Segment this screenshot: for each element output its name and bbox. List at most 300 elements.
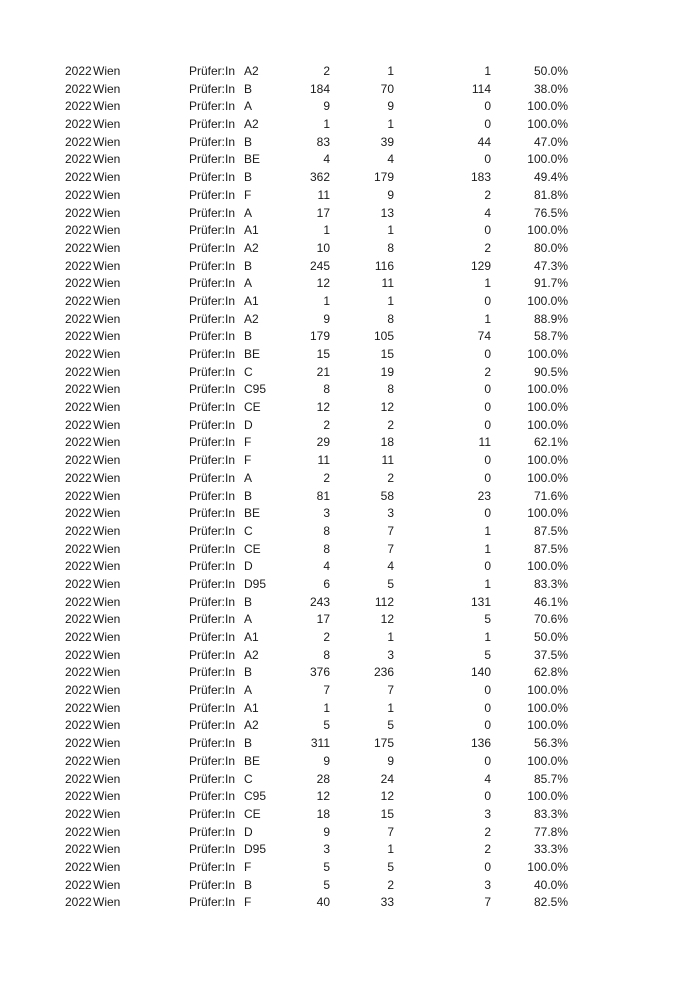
cell-role: Prüfer:In <box>189 435 236 450</box>
cell-role: Prüfer:In <box>189 311 236 326</box>
cell-pass-rate: 100.0% <box>527 859 568 874</box>
cell-total: 7 <box>323 683 330 698</box>
cell-passed: 4 <box>387 152 394 167</box>
cell-total: 11 <box>317 187 330 202</box>
cell-license-class: D <box>244 559 253 574</box>
cell-year: 2022 <box>65 64 92 78</box>
cell-license-class: F <box>244 453 252 468</box>
cell-failed: 3 <box>484 877 491 892</box>
cell-failed: 140 <box>470 665 491 680</box>
cell-city: Wien <box>93 400 121 415</box>
cell-year: 2022 <box>65 859 92 874</box>
cell-license-class: A1 <box>244 700 259 715</box>
cell-passed: 2 <box>387 877 394 892</box>
cell-license-class: A1 <box>244 223 259 238</box>
cell-passed: 33 <box>380 895 394 910</box>
cell-failed: 0 <box>484 223 491 238</box>
table-row <box>0 205 700 223</box>
cell-total: 9 <box>323 824 330 839</box>
cell-year: 2022 <box>65 824 92 839</box>
cell-city: Wien <box>93 753 121 768</box>
cell-passed: 1 <box>387 223 394 238</box>
table-row <box>0 293 700 311</box>
cell-total: 376 <box>309 665 330 680</box>
table-row <box>0 187 700 205</box>
cell-failed: 1 <box>484 64 491 78</box>
cell-passed: 7 <box>387 683 394 698</box>
cell-failed: 0 <box>484 700 491 715</box>
table-row <box>0 116 700 134</box>
cell-passed: 7 <box>387 824 394 839</box>
cell-year: 2022 <box>65 612 92 627</box>
cell-license-class: A1 <box>244 630 259 644</box>
cell-year: 2022 <box>65 400 92 415</box>
cell-city: Wien <box>93 205 121 220</box>
cell-city: Wien <box>93 329 121 344</box>
cell-total: 5 <box>323 877 330 892</box>
cell-year: 2022 <box>65 523 92 538</box>
cell-license-class: B <box>244 488 253 503</box>
cell-license-class: B <box>244 877 253 892</box>
cell-failed: 2 <box>484 364 491 379</box>
cell-failed: 2 <box>484 824 491 839</box>
cell-passed: 13 <box>380 205 394 220</box>
cell-license-class: C95 <box>244 382 267 397</box>
cell-pass-rate: 100.0% <box>527 559 568 574</box>
cell-role: Prüfer:In <box>189 347 236 361</box>
cell-license-class: A1 <box>244 293 259 308</box>
cell-passed: 15 <box>380 347 394 361</box>
cell-city: Wien <box>93 134 121 149</box>
cell-license-class: C95 <box>244 789 267 804</box>
cell-role: Prüfer:In <box>189 152 236 167</box>
cell-city: Wien <box>93 630 121 644</box>
cell-pass-rate: 56.3% <box>533 736 568 751</box>
cell-pass-rate: 47.0% <box>533 134 568 149</box>
table-row <box>0 134 700 152</box>
cell-license-class: B <box>244 665 253 680</box>
cell-pass-rate: 100.0% <box>527 152 568 167</box>
data-table <box>0 63 700 912</box>
cell-license-class: F <box>244 859 252 874</box>
cell-pass-rate: 100.0% <box>527 347 568 361</box>
cell-pass-rate: 85.7% <box>533 771 568 786</box>
cell-pass-rate: 40.0% <box>533 877 568 892</box>
cell-total: 8 <box>323 382 330 397</box>
cell-year: 2022 <box>65 559 92 574</box>
table-row <box>0 541 700 559</box>
cell-pass-rate: 100.0% <box>527 453 568 468</box>
cell-year: 2022 <box>65 576 92 591</box>
cell-passed: 24 <box>380 771 394 786</box>
cell-total: 6 <box>323 576 330 591</box>
cell-year: 2022 <box>65 753 92 768</box>
cell-total: 21 <box>316 364 330 379</box>
cell-role: Prüfer:In <box>189 400 236 415</box>
cell-role: Prüfer:In <box>189 64 236 78</box>
table-row <box>0 859 700 877</box>
cell-city: Wien <box>93 877 121 892</box>
cell-passed: 179 <box>373 170 394 185</box>
cell-total: 40 <box>316 895 330 910</box>
cell-total: 4 <box>323 152 330 167</box>
cell-year: 2022 <box>65 683 92 698</box>
cell-license-class: D <box>244 824 253 839</box>
cell-passed: 7 <box>387 541 394 556</box>
cell-pass-rate: 100.0% <box>527 99 568 114</box>
cell-city: Wien <box>93 523 121 538</box>
cell-failed: 136 <box>470 736 491 751</box>
cell-passed: 1 <box>387 64 394 78</box>
cell-year: 2022 <box>65 311 92 326</box>
cell-year: 2022 <box>65 417 92 432</box>
cell-city: Wien <box>93 170 121 185</box>
table-row <box>0 523 700 541</box>
cell-role: Prüfer:In <box>189 700 236 715</box>
cell-role: Prüfer:In <box>189 187 236 202</box>
cell-role: Prüfer:In <box>189 559 236 574</box>
cell-license-class: A2 <box>244 240 259 255</box>
table-row <box>0 381 700 399</box>
cell-city: Wien <box>93 187 121 202</box>
cell-passed: 8 <box>387 311 394 326</box>
cell-total: 4 <box>323 559 330 574</box>
cell-failed: 0 <box>484 753 491 768</box>
table-row <box>0 328 700 346</box>
cell-year: 2022 <box>65 877 92 892</box>
cell-total: 17 <box>316 612 330 627</box>
cell-role: Prüfer:In <box>189 205 236 220</box>
table-row <box>0 806 700 824</box>
cell-failed: 0 <box>484 382 491 397</box>
cell-failed: 0 <box>484 117 491 132</box>
cell-license-class: B <box>244 170 253 185</box>
cell-role: Prüfer:In <box>189 647 236 662</box>
table-row <box>0 275 700 293</box>
cell-city: Wien <box>93 64 121 78</box>
cell-pass-rate: 46.1% <box>533 594 568 609</box>
cell-failed: 11 <box>478 435 491 450</box>
cell-year: 2022 <box>65 842 92 857</box>
cell-total: 2 <box>323 417 330 432</box>
cell-failed: 74 <box>477 329 491 344</box>
cell-passed: 236 <box>373 665 394 680</box>
cell-pass-rate: 70.6% <box>533 612 568 627</box>
table-row <box>0 717 700 735</box>
cell-role: Prüfer:In <box>189 382 236 397</box>
cell-pass-rate: 82.5% <box>533 895 568 910</box>
cell-total: 12 <box>316 276 330 291</box>
cell-failed: 0 <box>484 453 491 468</box>
cell-failed: 1 <box>484 276 491 291</box>
cell-license-class: A <box>244 205 253 220</box>
cell-city: Wien <box>93 576 121 591</box>
cell-license-class: B <box>244 594 253 609</box>
cell-passed: 116 <box>374 258 394 273</box>
cell-pass-rate: 80.0% <box>533 240 568 255</box>
cell-city: Wien <box>93 771 121 786</box>
cell-year: 2022 <box>65 347 92 361</box>
cell-role: Prüfer:In <box>189 81 236 96</box>
cell-city: Wien <box>93 364 121 379</box>
cell-failed: 1 <box>484 523 491 538</box>
cell-license-class: A2 <box>244 718 259 733</box>
cell-failed: 4 <box>484 205 491 220</box>
cell-pass-rate: 47.3% <box>533 258 568 273</box>
cell-year: 2022 <box>65 665 92 680</box>
cell-license-class: CE <box>244 400 261 415</box>
cell-failed: 7 <box>484 895 491 910</box>
cell-year: 2022 <box>65 170 92 185</box>
cell-pass-rate: 88.9% <box>533 311 568 326</box>
cell-year: 2022 <box>65 382 92 397</box>
cell-year: 2022 <box>65 630 92 644</box>
cell-passed: 9 <box>387 753 394 768</box>
table-row <box>0 346 700 364</box>
cell-pass-rate: 100.0% <box>527 293 568 308</box>
cell-year: 2022 <box>65 771 92 786</box>
cell-failed: 4 <box>484 771 491 786</box>
table-row <box>0 594 700 612</box>
cell-passed: 12 <box>380 789 394 804</box>
table-row <box>0 894 700 912</box>
cell-year: 2022 <box>65 435 92 450</box>
table-row <box>0 81 700 99</box>
cell-year: 2022 <box>65 117 92 132</box>
cell-role: Prüfer:In <box>189 877 236 892</box>
cell-failed: 23 <box>477 488 491 503</box>
cell-license-class: CE <box>244 806 261 821</box>
cell-city: Wien <box>93 99 121 114</box>
table-row <box>0 841 700 859</box>
cell-total: 2 <box>323 64 330 78</box>
cell-role: Prüfer:In <box>189 134 236 149</box>
cell-passed: 1 <box>387 630 394 644</box>
cell-passed: 2 <box>387 470 394 485</box>
cell-pass-rate: 91.7% <box>533 276 568 291</box>
table-row <box>0 169 700 187</box>
cell-passed: 1 <box>387 117 394 132</box>
cell-total: 18 <box>316 806 330 821</box>
cell-city: Wien <box>93 276 121 291</box>
cell-license-class: B <box>244 329 253 344</box>
cell-city: Wien <box>93 347 121 361</box>
cell-year: 2022 <box>65 718 92 733</box>
cell-city: Wien <box>93 488 121 503</box>
cell-city: Wien <box>93 240 121 255</box>
cell-city: Wien <box>93 612 121 627</box>
cell-failed: 183 <box>470 170 491 185</box>
cell-passed: 175 <box>373 736 394 751</box>
cell-pass-rate: 87.5% <box>533 541 568 556</box>
cell-pass-rate: 100.0% <box>527 789 568 804</box>
cell-total: 362 <box>309 170 330 185</box>
cell-year: 2022 <box>65 258 92 273</box>
table-row <box>0 877 700 895</box>
cell-failed: 0 <box>484 99 491 114</box>
cell-failed: 0 <box>484 559 491 574</box>
cell-city: Wien <box>93 453 121 468</box>
table-row <box>0 364 700 382</box>
cell-year: 2022 <box>65 329 92 344</box>
cell-passed: 3 <box>387 647 394 662</box>
cell-role: Prüfer:In <box>189 417 236 432</box>
cell-city: Wien <box>93 859 121 874</box>
cell-failed: 0 <box>484 683 491 698</box>
cell-role: Prüfer:In <box>189 842 236 857</box>
cell-year: 2022 <box>65 81 92 96</box>
cell-pass-rate: 100.0% <box>527 382 568 397</box>
cell-total: 1 <box>323 700 330 715</box>
cell-year: 2022 <box>65 895 92 910</box>
table-row <box>0 558 700 576</box>
cell-role: Prüfer:In <box>189 470 236 485</box>
cell-city: Wien <box>93 81 121 96</box>
cell-year: 2022 <box>65 488 92 503</box>
cell-total: 2 <box>323 630 330 644</box>
cell-role: Prüfer:In <box>189 895 236 910</box>
cell-license-class: A <box>244 612 253 627</box>
table-row <box>0 151 700 169</box>
cell-total: 1 <box>323 293 330 308</box>
cell-license-class: D <box>244 417 253 432</box>
cell-year: 2022 <box>65 364 92 379</box>
cell-pass-rate: 71.6% <box>533 488 568 503</box>
cell-failed: 131 <box>470 594 491 609</box>
cell-city: Wien <box>93 506 121 521</box>
cell-city: Wien <box>93 718 121 733</box>
cell-role: Prüfer:In <box>189 612 236 627</box>
cell-total: 311 <box>310 736 330 751</box>
cell-total: 10 <box>316 240 330 255</box>
cell-year: 2022 <box>65 240 92 255</box>
cell-license-class: B <box>244 736 253 751</box>
cell-role: Prüfer:In <box>189 99 236 114</box>
cell-failed: 2 <box>484 240 491 255</box>
cell-passed: 9 <box>387 187 394 202</box>
cell-year: 2022 <box>65 276 92 291</box>
cell-role: Prüfer:In <box>189 488 236 503</box>
cell-city: Wien <box>93 470 121 485</box>
cell-license-class: F <box>244 435 252 450</box>
table-row <box>0 576 700 594</box>
table-row <box>0 63 700 81</box>
cell-role: Prüfer:In <box>189 170 236 185</box>
cell-year: 2022 <box>65 152 92 167</box>
cell-failed: 1 <box>484 311 491 326</box>
cell-failed: 5 <box>484 612 491 627</box>
cell-failed: 2 <box>484 842 491 857</box>
cell-role: Prüfer:In <box>189 240 236 255</box>
cell-pass-rate: 62.8% <box>533 665 568 680</box>
cell-year: 2022 <box>65 541 92 556</box>
cell-total: 8 <box>323 541 330 556</box>
cell-license-class: BE <box>244 347 261 361</box>
cell-license-class: BE <box>244 753 261 768</box>
cell-pass-rate: 81.8% <box>533 187 568 202</box>
cell-pass-rate: 58.7% <box>533 329 568 344</box>
table-row <box>0 611 700 629</box>
cell-passed: 12 <box>380 612 394 627</box>
cell-city: Wien <box>93 258 121 273</box>
cell-role: Prüfer:In <box>189 789 236 804</box>
table-row <box>0 470 700 488</box>
cell-failed: 0 <box>484 152 491 167</box>
cell-year: 2022 <box>65 647 92 662</box>
cell-passed: 39 <box>380 134 394 149</box>
cell-license-class: C <box>244 523 253 538</box>
cell-failed: 129 <box>470 258 491 273</box>
cell-total: 5 <box>323 718 330 733</box>
cell-year: 2022 <box>65 187 92 202</box>
cell-passed: 112 <box>374 594 394 609</box>
cell-city: Wien <box>93 293 121 308</box>
cell-license-class: A2 <box>244 647 259 662</box>
cell-passed: 3 <box>387 506 394 521</box>
cell-total: 28 <box>316 771 330 786</box>
cell-role: Prüfer:In <box>189 736 236 751</box>
cell-total: 83 <box>316 134 330 149</box>
cell-role: Prüfer:In <box>189 523 236 538</box>
cell-role: Prüfer:In <box>189 506 236 521</box>
cell-total: 1 <box>323 117 330 132</box>
cell-pass-rate: 100.0% <box>527 400 568 415</box>
cell-passed: 8 <box>387 382 394 397</box>
cell-pass-rate: 37.5% <box>533 647 568 662</box>
cell-role: Prüfer:In <box>189 859 236 874</box>
cell-pass-rate: 87.5% <box>533 523 568 538</box>
cell-total: 245 <box>309 258 330 273</box>
cell-total: 29 <box>316 435 330 450</box>
cell-failed: 0 <box>484 859 491 874</box>
cell-passed: 1 <box>387 842 394 857</box>
cell-failed: 0 <box>484 506 491 521</box>
cell-year: 2022 <box>65 700 92 715</box>
table-row <box>0 311 700 329</box>
cell-passed: 5 <box>387 576 394 591</box>
cell-city: Wien <box>93 117 121 132</box>
cell-pass-rate: 83.3% <box>533 576 568 591</box>
cell-pass-rate: 100.0% <box>527 417 568 432</box>
cell-role: Prüfer:In <box>189 718 236 733</box>
table-row <box>0 629 700 647</box>
cell-total: 8 <box>323 523 330 538</box>
cell-passed: 9 <box>387 99 394 114</box>
cell-role: Prüfer:In <box>189 329 236 344</box>
cell-role: Prüfer:In <box>189 576 236 591</box>
cell-city: Wien <box>93 683 121 698</box>
cell-passed: 58 <box>380 488 394 503</box>
cell-role: Prüfer:In <box>189 258 236 273</box>
cell-total: 9 <box>323 99 330 114</box>
cell-year: 2022 <box>65 789 92 804</box>
cell-city: Wien <box>93 152 121 167</box>
cell-role: Prüfer:In <box>189 364 236 379</box>
cell-role: Prüfer:In <box>189 117 236 132</box>
cell-pass-rate: 76.5% <box>533 205 568 220</box>
cell-pass-rate: 83.3% <box>533 806 568 821</box>
cell-passed: 5 <box>387 718 394 733</box>
cell-pass-rate: 100.0% <box>527 753 568 768</box>
cell-year: 2022 <box>65 594 92 609</box>
cell-failed: 1 <box>484 576 491 591</box>
table-row <box>0 735 700 753</box>
cell-passed: 4 <box>387 559 394 574</box>
cell-city: Wien <box>93 806 121 821</box>
cell-passed: 105 <box>373 329 394 344</box>
cell-pass-rate: 100.0% <box>527 683 568 698</box>
cell-year: 2022 <box>65 223 92 238</box>
